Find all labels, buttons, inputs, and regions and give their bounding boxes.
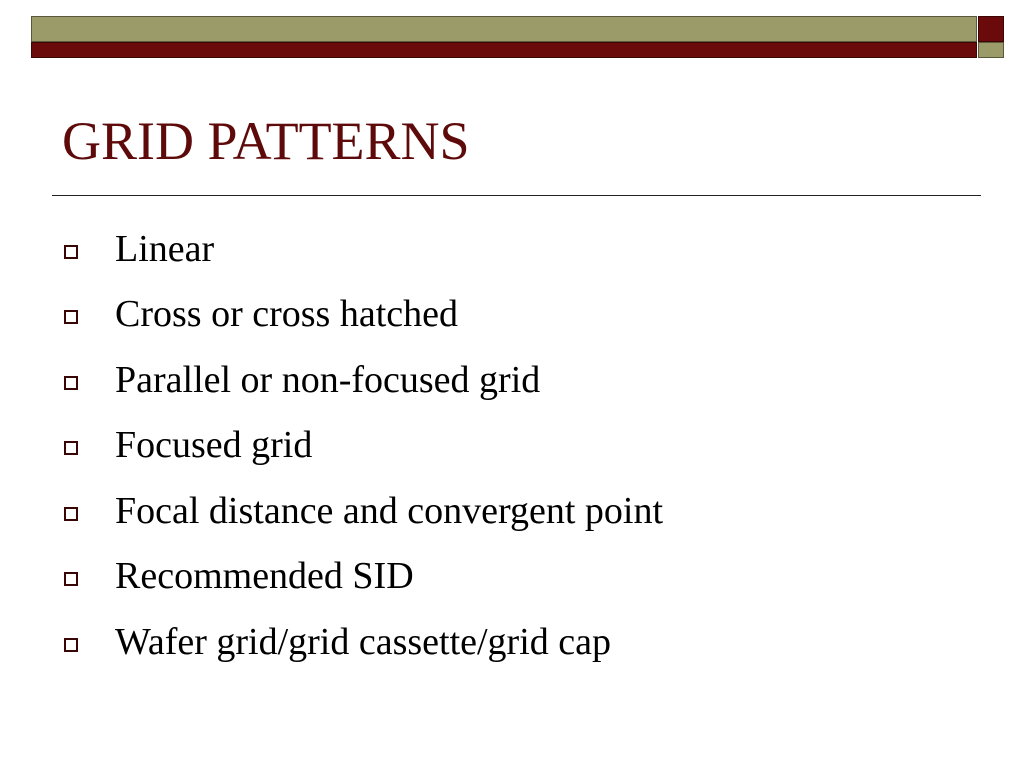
list-item bbox=[64, 282, 663, 348]
hollow-square-icon bbox=[64, 441, 78, 455]
hollow-square-icon bbox=[64, 245, 78, 259]
corner-square-maroon bbox=[978, 16, 1004, 42]
bullet-list bbox=[64, 216, 663, 675]
header-band-olive bbox=[31, 16, 977, 42]
slide-title: GRID PATTERNS bbox=[62, 111, 470, 171]
bullet-text: Focused grid bbox=[115, 424, 313, 467]
bullet-text: Recommended SID bbox=[115, 555, 414, 598]
bullet-text: Wafer grid/grid cassette/grid cap bbox=[115, 620, 612, 663]
corner-square-olive bbox=[978, 42, 1004, 58]
hollow-square-icon bbox=[64, 507, 78, 521]
list-item bbox=[64, 216, 663, 282]
list-item bbox=[64, 347, 663, 413]
hollow-square-icon bbox=[64, 376, 78, 390]
bullet-text: Parallel or non-focused grid bbox=[115, 358, 541, 401]
hollow-square-icon bbox=[64, 310, 78, 324]
bullet-text: Focal distance and convergent point bbox=[115, 489, 664, 532]
hollow-square-icon bbox=[64, 572, 78, 586]
list-item bbox=[64, 478, 663, 544]
header-band-maroon bbox=[31, 42, 977, 58]
bullet-text: Linear bbox=[115, 227, 215, 270]
hollow-square-icon bbox=[64, 638, 78, 652]
list-item bbox=[64, 544, 663, 610]
list-item bbox=[64, 413, 663, 479]
list-item bbox=[64, 609, 663, 675]
title-divider bbox=[52, 195, 981, 196]
bullet-text: Cross or cross hatched bbox=[115, 293, 458, 336]
